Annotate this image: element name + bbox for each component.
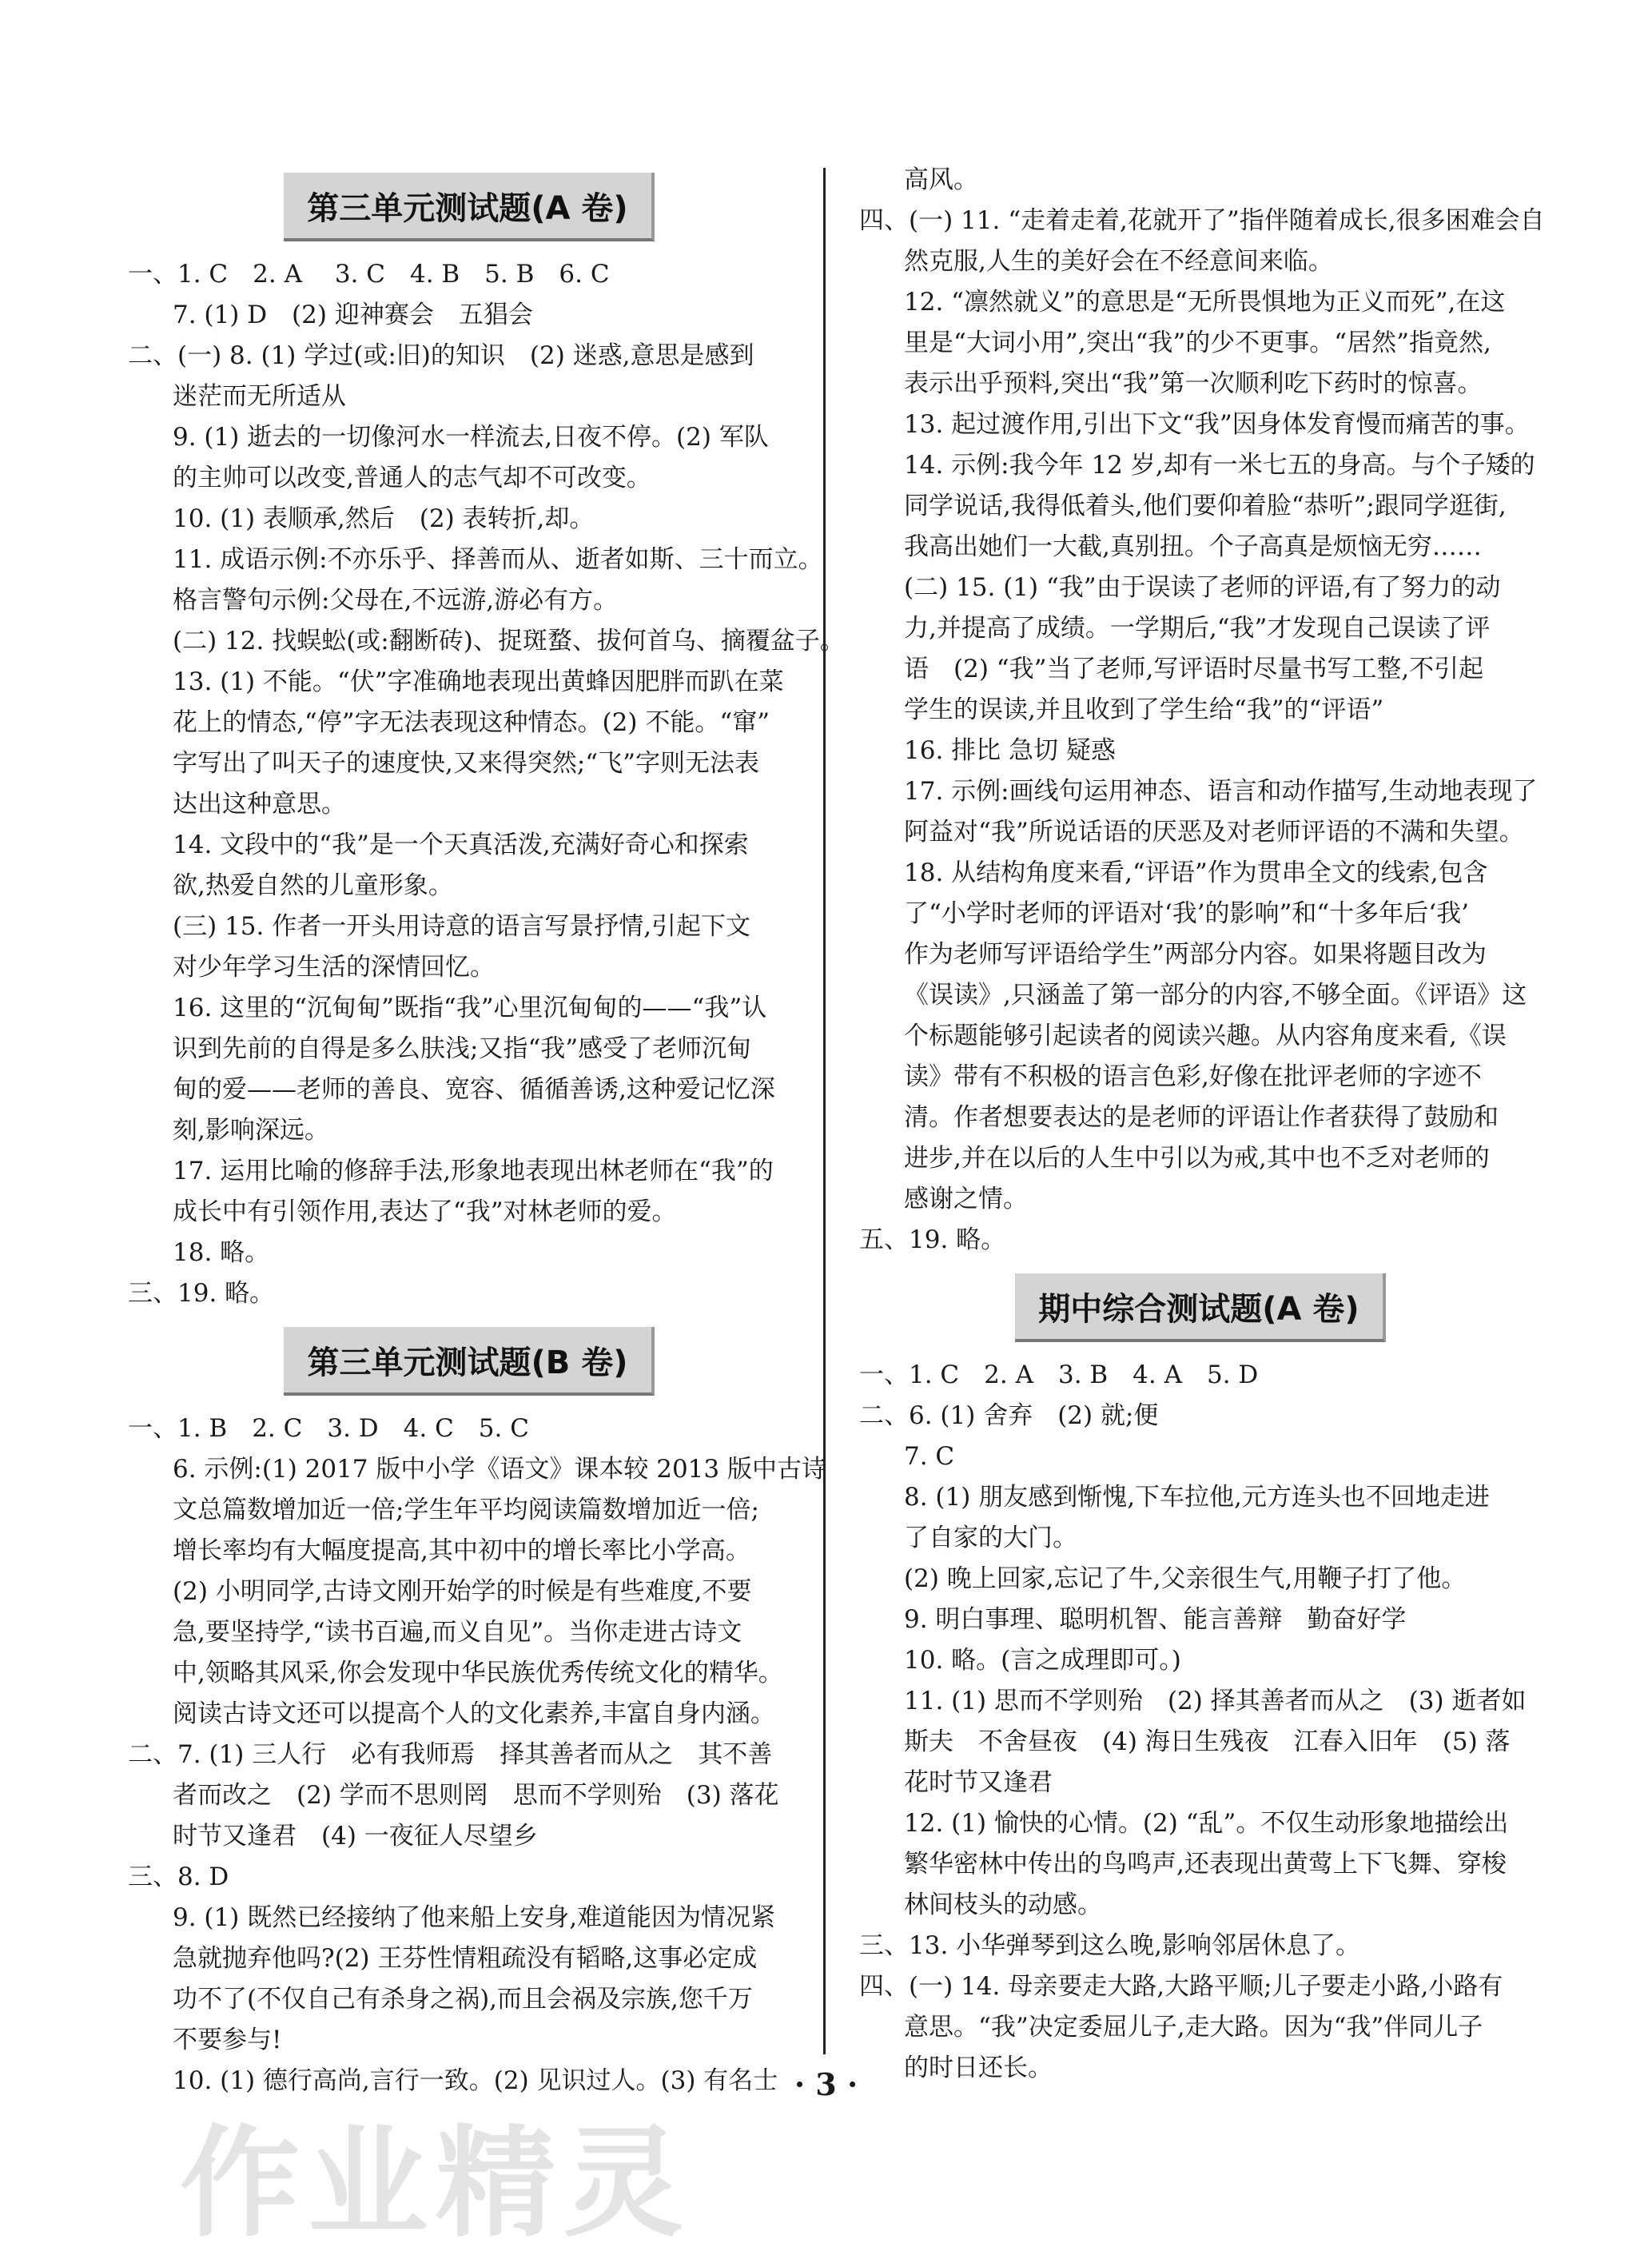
- answer-line: 高风。: [904, 165, 978, 194]
- answer-line: 三、8. D: [128, 1863, 229, 1891]
- watermark-logo: 作业精灵: [180, 2114, 692, 2253]
- answer-line: 表示出乎预料,突出“我”第一次顺利吃下药时的惊喜。: [904, 369, 1483, 398]
- answer-line: 13. (1) 不能。“伏”字准确地表现出黄蜂因肥胖而趴在菜: [173, 667, 784, 696]
- answer-line: 7. C: [904, 1442, 955, 1471]
- section-title: 第三单元测试题(A 卷): [284, 173, 655, 241]
- answer-line: 个标题能够引起读者的阅读兴趣。从内容角度来看,《误: [904, 1022, 1507, 1050]
- answer-line: (2) 小明同学,古诗文刚开始学的时候是有些难度,不要: [173, 1577, 752, 1606]
- answer-line: 二、7. (1) 三人行 必有我师焉 择其善者而从之 其不善: [128, 1740, 773, 1769]
- answer-line: 清。作者想要表达的是老师的评语让作者获得了鼓励和: [904, 1103, 1499, 1132]
- answer-line: 增长率均有大幅度提高,其中初中的增长率比小学高。: [173, 1536, 750, 1565]
- answer-line: 10. (1) 表顺承,然后 (2) 表转折,却。: [173, 504, 595, 533]
- answer-line: 9. (1) 逝去的一切像河水一样流去,日夜不停。(2) 军队: [173, 423, 769, 452]
- answer-line: (三) 15. 作者一开头用诗意的语言写景抒情,引起下文: [173, 912, 751, 941]
- section-midterm-a: [859, 1273, 1578, 2089]
- answer-line: 急就抛弃他吗?(2) 王芬性情粗疏没有韬略,这事必定成: [173, 1944, 758, 1973]
- answer-line: 一、1. B 2. C 3. D 4. C 5. C: [128, 1414, 529, 1443]
- answer-line: 10. 略。(言之成理即可。): [904, 1646, 1181, 1675]
- answer-line: 作为老师写评语给学生”两部分内容。如果将题目改为: [904, 940, 1487, 969]
- answer-line: 9. (1) 既然已经接纳了他来船上安身,难道能因为情况紧: [173, 1903, 776, 1932]
- answer-line: 14. 示例:我今年 12 岁,却有一米七五的身高。与个子矮的: [904, 451, 1535, 480]
- left-column: [128, 160, 847, 2102]
- answer-lines: [859, 1355, 1578, 2089]
- answer-line: 6. 示例:(1) 2017 版中小学《语文》课本较 2013 版中古诗: [173, 1455, 826, 1484]
- answer-line: 识到先前的自得是多么肤浅;又指“我”感受了老师沉甸: [173, 1034, 752, 1063]
- answer-line: 意思。“我”决定委屈儿子,走大路。因为“我”伴同儿子: [904, 2013, 1483, 2042]
- answer-line: 达出这种意思。: [173, 790, 346, 819]
- answer-line: 者而改之 (2) 学而不思则罔 思而不学则殆 (3) 落花: [173, 1781, 779, 1810]
- answer-line: 四、(一) 14. 母亲要走大路,大路平顺;儿子要走小路,小路有: [859, 1972, 1503, 2001]
- section-unit3-a: [128, 173, 847, 1314]
- answer-line: 12. (1) 愉快的心情。(2) “乱”。不仅生动形象地描绘出: [904, 1809, 1509, 1838]
- section-title: 第三单元测试题(B 卷): [284, 1327, 655, 1396]
- answer-line: 阿益对“我”所说话语的厌恶及对老师评语的不满和失望。: [904, 818, 1524, 847]
- answer-line: 同学说话,我得低着头,他们要仰着脸“恭听”;跟同学逛街,: [904, 492, 1507, 520]
- answer-line: 三、13. 小华弹琴到这么晚,影响邻居休息了。: [859, 1931, 1361, 1960]
- answer-line: 花时节又逢君: [904, 1768, 1053, 1797]
- answer-line: 了自家的大门。: [904, 1524, 1077, 1552]
- answer-line: 读》带有不积极的语言色彩,好像在批评老师的字迹不: [904, 1062, 1482, 1091]
- answer-line: 字写出了叫天子的速度快,又来得突然;“飞”字则无法表: [173, 749, 759, 778]
- answer-line: 文总篇数增加近一倍;学生年平均阅读篇数增加近一倍;: [173, 1496, 759, 1524]
- answer-line: 力,并提高了成绩。一学期后,“我”才发现自己误读了评: [904, 614, 1491, 643]
- answer-line: 的主帅可以改变,普通人的志气却不可改变。: [173, 464, 651, 492]
- answer-line: 格言警句示例:父母在,不远游,游必有方。: [173, 586, 619, 615]
- answer-line: 学生的误读,并且收到了学生给“我”的“评语”: [904, 695, 1384, 724]
- answer-line: 繁华密林中传出的鸟鸣声,还表现出黄莺上下飞舞、穿梭: [904, 1850, 1507, 1879]
- answer-line: 11. (1) 思而不学则殆 (2) 择其善者而从之 (3) 逝者如: [904, 1687, 1527, 1715]
- answer-lines: [128, 1408, 847, 2102]
- answer-line: (二) 12. 找蜈蚣(或:翻断砖)、捉斑蝥、拔何首乌、摘覆盆子。: [173, 627, 845, 655]
- answer-line: 语 (2) “我”当了老师,写评语时尽量书写工整,不引起: [904, 655, 1484, 683]
- answer-line: 一、1. C 2. A 3. C 4. B 5. B 6. C: [128, 260, 610, 289]
- answer-line: 18. 从结构角度来看,“评语”作为贯串全文的线索,包含: [904, 859, 1488, 887]
- answer-line: 里是“大词小用”,突出“我”的少不更事。“居然”指竟然,: [904, 329, 1491, 357]
- answer-line: 五、19. 略。: [859, 1225, 1006, 1254]
- answer-line: 然克服,人生的美好会在不经意间来临。: [904, 247, 1333, 276]
- answer-line: 迷茫而无所适从: [173, 382, 346, 411]
- answer-line: 对少年学习生活的深情回忆。: [173, 953, 495, 982]
- answer-line: 甸的爱——老师的善良、宽容、循循善诱,这种爱记忆深: [173, 1075, 775, 1104]
- answer-line: 四、(一) 11. “走着走着,花就开了”指伴随着成长,很多困难会自: [859, 206, 1545, 235]
- answer-line: 17. 运用比喻的修辞手法,形象地表现出林老师在“我”的: [173, 1157, 774, 1185]
- answer-line: 阅读古诗文还可以提高个人的文化素养,丰富自身内涵。: [173, 1699, 775, 1728]
- answer-line: 急,要坚持学,“读书百遍,而义自见”。当你走进古诗文: [173, 1618, 742, 1647]
- answer-line: 11. 成语示例:不亦乐乎、择善而从、逝者如斯、三十而立。: [173, 545, 823, 574]
- answer-lines: [859, 160, 1578, 1261]
- answer-line: 三、19. 略。: [128, 1279, 275, 1308]
- answer-line: 17. 示例:画线句运用神态、语言和动作描写,生动地表现了: [904, 777, 1538, 806]
- answer-line: 进步,并在以后的人生中引以为戒,其中也不乏对老师的: [904, 1144, 1490, 1173]
- answer-line: 感谢之情。: [904, 1185, 1028, 1213]
- answer-line: 斯夫 不舍昼夜 (4) 海日生残夜 江春入旧年 (5) 落: [904, 1727, 1511, 1756]
- page-number: · 3 ·: [794, 2066, 858, 2102]
- answer-line: 《误读》,只涵盖了第一部分的内容,不够全面。《评语》这: [904, 981, 1527, 1010]
- answer-line: 14. 文段中的“我”是一个天真活泼,充满好奇心和探索: [173, 831, 749, 859]
- answer-line: 林间枝头的动感。: [904, 1890, 1102, 1919]
- answer-line: 的时日还长。: [904, 2054, 1053, 2082]
- answer-line: 12. “凛然就义”的意思是“无所畏惧地为正义而死”,在这: [904, 288, 1506, 317]
- answer-line: 18. 略。: [173, 1238, 270, 1267]
- answer-line: 8. (1) 朋友感到惭愧,下车拉他,元方连头也不回地走进: [904, 1483, 1490, 1512]
- answer-line: 时节又逢君 (4) 一夜征人尽望乡: [173, 1822, 538, 1851]
- answer-line: 欲,热爱自然的儿童形象。: [173, 871, 453, 900]
- answer-line: 功不了(不仅自己有杀身之祸),而且会祸及宗族,您千万: [173, 1985, 753, 2014]
- answer-line: 16. 这里的“沉甸甸”既指“我”心里沉甸甸的——“我”认: [173, 994, 767, 1022]
- answer-line: 不要参与!: [173, 2026, 282, 2054]
- answer-lines: [128, 254, 847, 1314]
- section-unit3-b: [128, 1327, 847, 2102]
- answer-line: (二) 15. (1) “我”由于误读了老师的评语,有了努力的动: [904, 573, 1501, 602]
- section-title: 期中综合测试题(A 卷): [1015, 1273, 1386, 1342]
- answer-line: 二、6. (1) 舍弃 (2) 就;便: [859, 1401, 1159, 1430]
- answer-line: 10. (1) 德行高尚,言行一致。(2) 见识过人。(3) 有名士: [173, 2066, 778, 2095]
- answer-line: 16. 排比 急切 疑惑: [904, 736, 1116, 765]
- answer-line: 中,领略其风采,你会发现中华民族优秀传统文化的精华。: [173, 1659, 783, 1687]
- answer-line: 成长中有引领作用,表达了“我”对林老师的爱。: [173, 1197, 677, 1226]
- answer-line: 刻,影响深远。: [173, 1116, 329, 1145]
- answer-line: 一、1. C 2. A 3. B 4. A 5. D: [859, 1361, 1259, 1389]
- answer-line: 13. 起过渡作用,引出下文“我”因身体发育慢而痛苦的事。: [904, 410, 1530, 439]
- answer-line: (2) 晚上回家,忘记了牛,父亲很生气,用鞭子打了他。: [904, 1564, 1467, 1593]
- answer-line: 7. (1) D (2) 迎神赛会 五猖会: [173, 301, 533, 329]
- answer-line: 我高出她们一大截,真别扭。个子高真是烦恼无穷……: [904, 532, 1482, 561]
- answer-line: 了“小学时老师的评语对‘我’的影响”和“十多年后‘我’: [904, 899, 1469, 928]
- answer-line: 9. 明白事理、聪明机智、能言善辩 勤奋好学: [904, 1605, 1407, 1634]
- answer-line: 二、(一) 8. (1) 学过(或:旧)的知识 (2) 迷惑,意思是感到: [128, 341, 754, 370]
- right-column: [859, 160, 1578, 2089]
- answer-line: 花上的情态,“停”字无法表现这种情态。(2) 不能。“窜”: [173, 708, 770, 737]
